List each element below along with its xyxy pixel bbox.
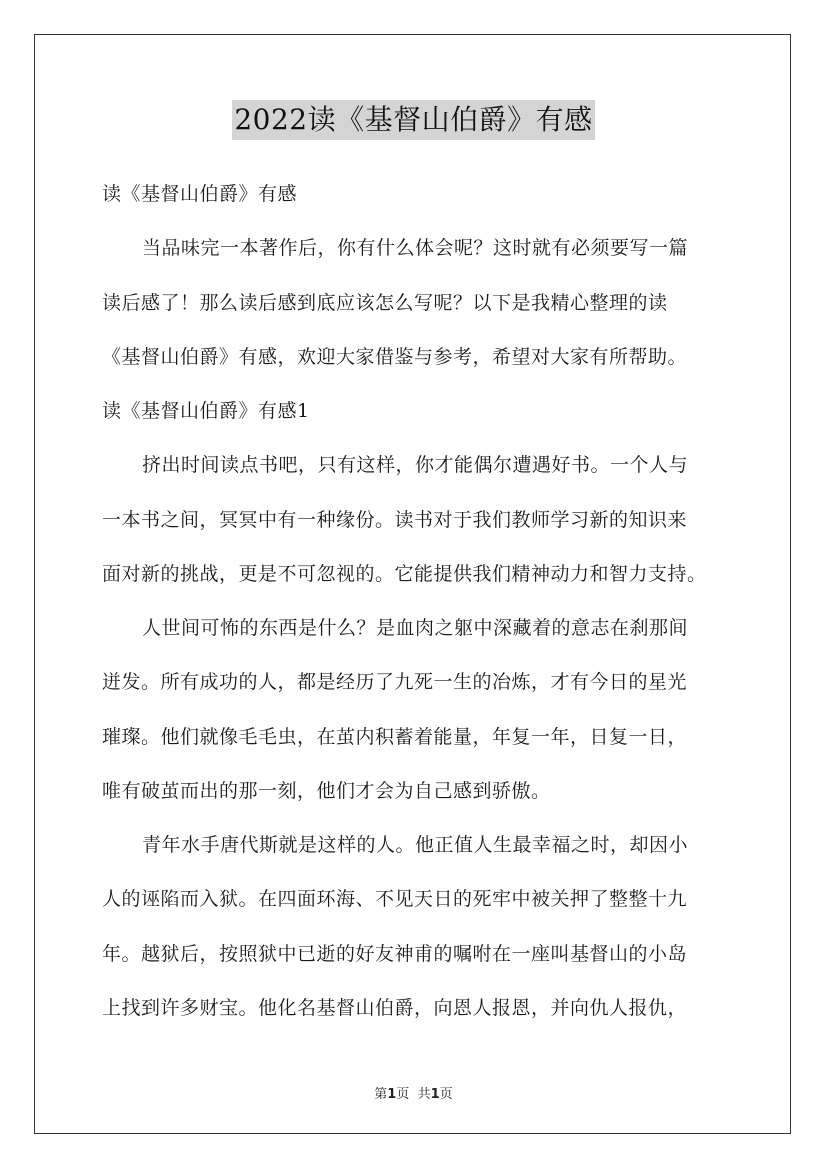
title-container [0,100,827,140]
page-total: 1 [430,1087,440,1102]
paragraph-line: 面对新的挑战，更是不可忽视的。它能提供我们精神动力和智力支持。 [102,563,707,585]
page-footer [0,1083,827,1102]
paragraph-line: 青年水手唐代斯就是这样的人。他正值人生最幸福之时，却因小 [142,834,689,856]
page-suffix: 页 [396,1087,410,1102]
section-heading: 读《基督山伯爵》有感1 [102,400,310,422]
page-current: 1 [387,1087,397,1102]
paragraph-line: 迸发。所有成功的人，都是经历了九死一生的冶炼，才有今日的星光 [102,671,688,693]
page-prefix: 第 [374,1087,388,1102]
paragraph-line: 《基督山伯爵》有感，欢迎大家借鉴与参考，希望对大家有所帮助。 [102,346,688,368]
paragraph-line: 读后感了！那么读后感到底应该怎么写呢？以下是我精心整理的读 [102,292,668,314]
paragraph-line: 挤出时间读点书吧，只有这样，你才能偶尔遭遇好书。一个人与 [142,454,689,476]
paragraph-line: 璀璨。他们就像毛毛虫，在茧内积蓄着能量，年复一年，日复一日， [102,726,688,748]
total-prefix: 共 [417,1087,431,1102]
paragraph-line: 人世间可怖的东西是什么？是血肉之躯中深藏着的意志在刹那间 [142,617,689,639]
total-suffix: 页 [439,1087,453,1102]
paragraph-line: 当品味完一本著作后，你有什么体会呢？这时就有必须要写一篇 [142,237,689,259]
paragraph-line: 唯有破茧而出的那一刻，他们才会为自己感到骄傲。 [102,780,551,802]
paragraph-line: 一本书之间，冥冥中有一种缘份。读书对于我们教师学习新的知识来 [102,509,688,531]
section-heading: 读《基督山伯爵》有感 [102,183,298,205]
document-title: 2022读《基督山伯爵》有感 [232,100,594,140]
paragraph-line: 人的诬陷而入狱。在四面环海、不见天日的死牢中被关押了整整十九 [102,888,688,910]
paragraph-line: 年。越狱后，按照狱中已逝的好友神甫的嘱咐在一座叫基督山的小岛 [102,943,688,965]
paragraph-line: 上找到许多财宝。他化名基督山伯爵，向恩人报恩，并向仇人报仇， [102,997,688,1019]
